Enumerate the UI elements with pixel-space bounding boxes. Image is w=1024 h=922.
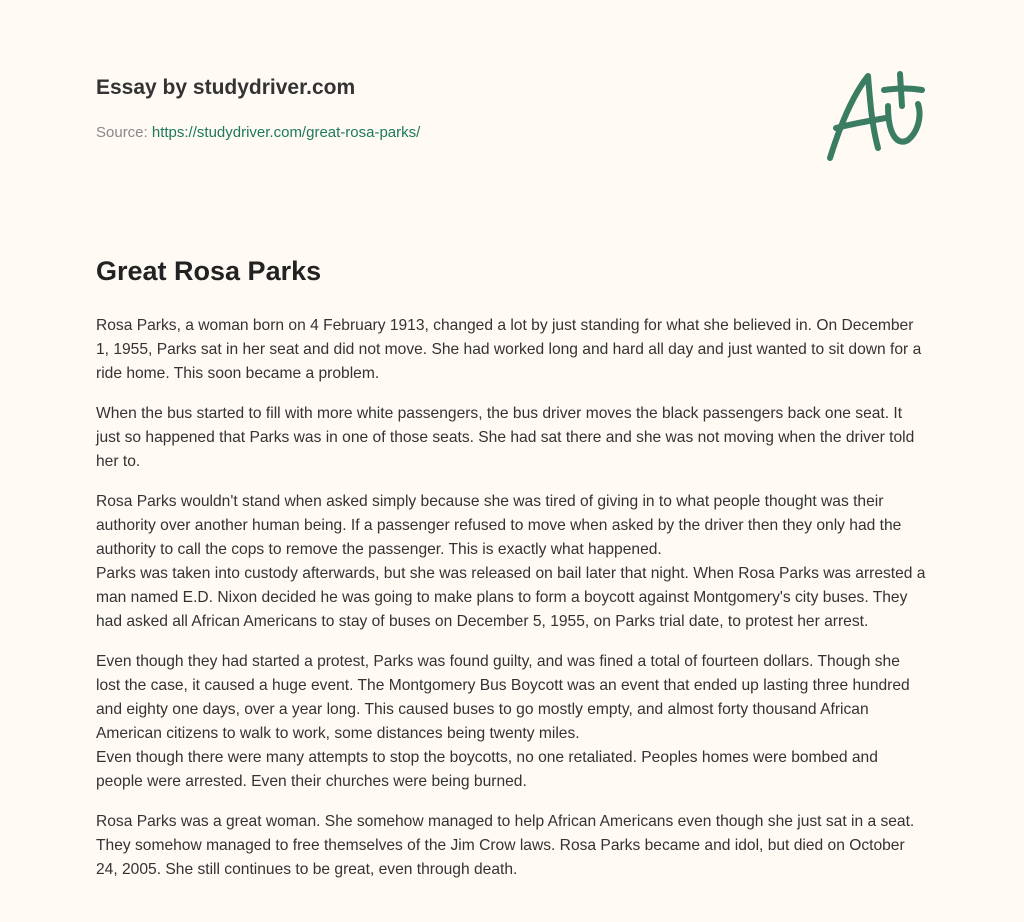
- essay-paragraph: Parks was taken into custody afterwards, but she was released on bail later that night. When Rosa Parks was arrested a man named E.D. Nixon decided he was going to make plans to form a boycott against Montgomery's city buses. They had asked all African Americans to stay of buses on December 5, 1955, on Parks trial date, to protest her arrest.: [96, 565, 926, 630]
- essay-title: Great Rosa Parks: [96, 256, 322, 286]
- source-link[interactable]: https://studydriver.com/great-rosa-parks/: [151, 124, 421, 141]
- essay-paragraph: Rosa Parks was a great woman. She somehow managed to help African Americans even though she just sat in a seat. They somehow managed to free themselves of the Jim Crow laws. Rosa Parks became and idol, but died on October 24, 2005. She still continues to be great, even through death.: [96, 813, 915, 878]
- source-label: Source:: [96, 124, 148, 141]
- essay-paragraph: When the bus started to fill with more white passengers, the bus driver moves the black passengers back one seat. It just so happened that Parks was in one of those seats. She had sat there and she was not moving when the driver told her to.: [96, 405, 915, 470]
- source-line: [96, 124, 420, 141]
- essay-paragraph: Even though they had started a protest, Parks was found guilty, and was fined a total of fourteen dollars. Though she lost the case, it caused a huge event. The Montgomery Bus Boycott was an event that ended up lasting three hundred and eighty one days, over a year long. This caused buses to go mostly empty, and almost forty thousand African American citizens to walk to work, some distances being twenty miles.: [96, 653, 910, 742]
- essay-body: [96, 314, 928, 898]
- essay-paragraph: Rosa Parks, a woman born on 4 February 1913, changed a lot by just standing for what she believed in. On December 1, 1955, Parks sat in her seat and did not move. She had worked long and hard all day and just wanted to sit down for a ride home. This soon became a problem.: [96, 317, 922, 382]
- a-plus-logo-icon: [818, 66, 930, 166]
- essay-paragraph: Even though there were many attempts to stop the boycotts, no one retaliated. Peoples homes were bombed and people were arrested. Even their churches were being burned.: [96, 749, 878, 790]
- site-title: Essay by studydriver.com: [96, 76, 356, 99]
- essay-paragraph: Rosa Parks wouldn't stand when asked simply because she was tired of giving in to what people thought was their authority over another human being. If a passenger refused to move when asked by the driver then they only had the authority to call the cops to remove the passenger. This is exactly what happened.: [96, 493, 902, 558]
